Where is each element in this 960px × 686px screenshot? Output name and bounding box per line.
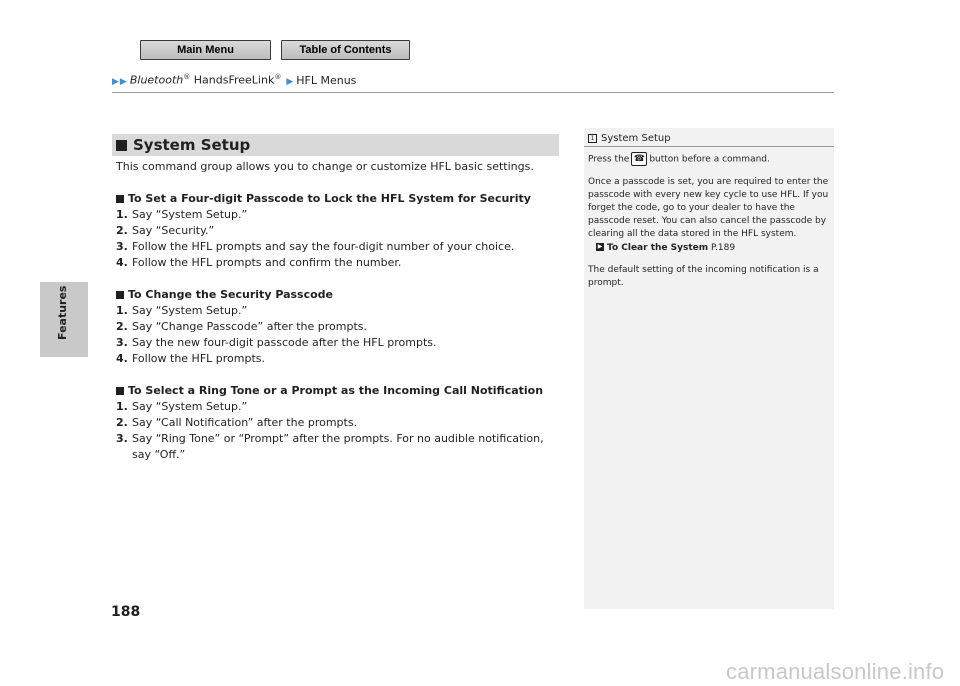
heading-square-icon [116,195,124,203]
step: 2. Say “Security.” [116,224,215,237]
note-press-button: Press the ☎ button before a command. [588,153,770,165]
breadcrumb-bluetooth-handsfreelink[interactable]: Bluetooth® HandsFreeLink® [129,73,282,87]
procedure-heading: To Set a Four-digit Passcode to Lock the HFL System for Security [116,191,566,207]
page-number: 188 [111,604,141,620]
talk-button-icon: ☎ [631,152,647,166]
procedure-group [116,191,566,271]
cross-reference-link[interactable]: ▶ To Clear the System P.189 [597,242,736,253]
step: 3. Follow the HFL prompts and say the four-digit number of your choice. [116,240,515,253]
step: 4. Follow the HFL prompts. [116,352,266,365]
heading-square-icon [116,387,124,395]
section-square-icon [116,140,127,151]
step: 4. Follow the HFL prompts and confirm the number. [116,256,402,269]
section-header [112,134,559,156]
notes-panel-title: System Setup [601,133,671,144]
step: 1. Say “System Setup.” [116,208,248,221]
breadcrumb-arrow-icon: ▶ [112,76,119,87]
step: 1. Say “System Setup.” [116,304,248,317]
step: 1. Say “System Setup.” [116,400,248,413]
cross-reference-arrow-icon: ▶ [597,243,603,250]
procedure-heading: To Change the Security Passcode [116,287,566,303]
main-menu-button[interactable]: Main Menu [140,40,271,60]
watermark: carmanualsonline.info [726,659,945,684]
note-passcode: Once a passcode is set, you are required to enter the passcode with every new key cycle to use HFL. If you forget the code, go to your dealer to have the passcode reset. You can also cancel the passcode by clearing all the data stored in the HFL system. ▶ To Clear the System P.189 [588,176,829,253]
step: 2. Say “Call Notification” after the prompts. [116,416,358,429]
breadcrumb-arrow-icon: ▶ [286,76,294,87]
intro-text: This command group allows you to change or customize HFL basic settings. [116,160,534,173]
breadcrumb-arrow-icon: ▶ [119,76,127,87]
notes-panel [584,128,834,609]
procedure-heading: To Select a Ring Tone or a Prompt as the Incoming Call Notification [116,383,566,399]
notes-panel-header [584,128,834,147]
table-of-contents-button[interactable]: Table of Contents [281,40,410,60]
step: 3. Say the new four-digit passcode after the HFL prompts. [116,336,437,349]
features-tab-label: Features [56,285,69,340]
header-divider [112,92,834,93]
note-notification: The default setting of the incoming notification is a prompt. [588,264,819,288]
procedure-group [116,383,566,463]
breadcrumb [112,73,361,87]
procedure-group [116,287,566,367]
main-content [116,158,566,479]
step: 2. Say “Change Passcode” after the prompts. [116,320,368,333]
breadcrumb-hfl-menus[interactable]: HFL Menus [296,73,357,87]
step: 3. Say “Ring Tone” or “Prompt” after the prompts. For no audible notification, say “Off.” [116,432,544,461]
heading-square-icon [116,291,124,299]
note-reference-icon: 1 [588,134,597,143]
section-title: System Setup [133,136,251,154]
